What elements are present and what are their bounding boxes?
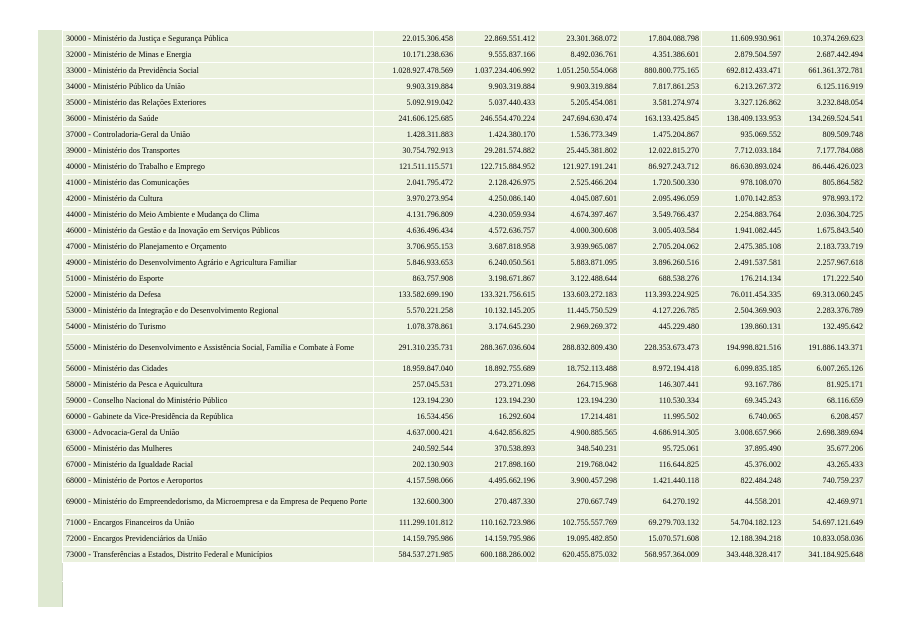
blank-cell [702, 563, 784, 582]
value-cell: 14.159.795.986 [456, 531, 538, 547]
value-cell: 11.609.930.961 [702, 31, 784, 47]
value-cell: 12.022.815.270 [620, 143, 702, 159]
organ-name-cell: 59000 - Conselho Nacional do Ministério Público [63, 393, 374, 409]
table-row [63, 531, 866, 547]
value-cell: 176.214.134 [702, 271, 784, 287]
value-cell: 3.122.488.644 [538, 271, 620, 287]
value-cell: 6.125.116.919 [784, 79, 866, 95]
table-row [63, 287, 866, 303]
value-cell: 113.393.224.925 [620, 287, 702, 303]
value-cell: 880.800.775.165 [620, 63, 702, 79]
organ-name-cell: 37000 - Controladoria-Geral da União [63, 127, 374, 143]
value-cell: 194.998.821.516 [702, 335, 784, 361]
value-cell: 4.351.386.601 [620, 47, 702, 63]
organ-name-cell: 35000 - Ministério das Relações Exteriores [63, 95, 374, 111]
value-cell: 688.538.276 [620, 271, 702, 287]
value-cell: 163.133.425.845 [620, 111, 702, 127]
value-cell: 202.130.903 [374, 457, 456, 473]
value-cell: 9.903.319.884 [538, 79, 620, 95]
table-row [63, 425, 866, 441]
value-cell: 3.232.848.054 [784, 95, 866, 111]
budget-table [62, 30, 866, 582]
organ-name-cell: 63000 - Advocacia-Geral da União [63, 425, 374, 441]
value-cell: 3.900.457.298 [538, 473, 620, 489]
blank-cell [784, 563, 866, 582]
value-cell: 121.927.191.241 [538, 159, 620, 175]
value-cell: 123.194.230 [456, 393, 538, 409]
value-cell: 3.005.403.584 [620, 223, 702, 239]
value-cell: 69.345.243 [702, 393, 784, 409]
blank-cell [374, 563, 456, 582]
table-row [63, 255, 866, 271]
value-cell: 978.993.172 [784, 191, 866, 207]
value-cell: 1.051.250.554.068 [538, 63, 620, 79]
value-cell: 64.270.192 [620, 489, 702, 515]
value-cell: 3.687.818.958 [456, 239, 538, 255]
value-cell: 122.715.884.952 [456, 159, 538, 175]
value-cell: 3.327.126.862 [702, 95, 784, 111]
value-cell: 9.555.837.166 [456, 47, 538, 63]
value-cell: 246.554.470.224 [456, 111, 538, 127]
value-cell: 17.214.481 [538, 409, 620, 425]
table-row [63, 393, 866, 409]
value-cell: 43.265.433 [784, 457, 866, 473]
value-cell: 1.078.378.861 [374, 319, 456, 335]
value-cell: 7.712.033.184 [702, 143, 784, 159]
value-cell: 4.127.226.785 [620, 303, 702, 319]
value-cell: 132.600.300 [374, 489, 456, 515]
value-cell: 2.491.537.581 [702, 255, 784, 271]
value-cell: 12.188.394.218 [702, 531, 784, 547]
value-cell: 2.254.883.764 [702, 207, 784, 223]
organ-name-cell: 72000 - Encargos Previdenciários da União [63, 531, 374, 547]
organ-name-cell: 36000 - Ministério da Saúde [63, 111, 374, 127]
value-cell: 805.864.582 [784, 175, 866, 191]
value-cell: 5.205.454.081 [538, 95, 620, 111]
value-cell: 123.194.230 [538, 393, 620, 409]
table-row [63, 515, 866, 531]
value-cell: 288.367.036.604 [456, 335, 538, 361]
value-cell: 1.941.082.445 [702, 223, 784, 239]
value-cell: 219.768.042 [538, 457, 620, 473]
value-cell: 3.198.671.867 [456, 271, 538, 287]
value-cell: 257.045.531 [374, 377, 456, 393]
blank-cell [63, 563, 374, 582]
organ-name-cell: 52000 - Ministério da Defesa [63, 287, 374, 303]
value-cell: 19.095.482.850 [538, 531, 620, 547]
value-cell: 116.644.825 [620, 457, 702, 473]
organ-name-cell: 69000 - Ministério do Empreendedorismo, da Microempresa e da Empresa de Pequeno Porte [63, 489, 374, 515]
organ-name-cell: 51000 - Ministério do Esporte [63, 271, 374, 287]
value-cell: 22.015.306.458 [374, 31, 456, 47]
organ-name-cell: 58000 - Ministério da Pesca e Aquicultura [63, 377, 374, 393]
organ-name-cell: 60000 - Gabinete da Vice-Presidência da República [63, 409, 374, 425]
value-cell: 69.279.703.132 [620, 515, 702, 531]
value-cell: 146.307.441 [620, 377, 702, 393]
value-cell: 217.898.160 [456, 457, 538, 473]
value-cell: 14.159.795.986 [374, 531, 456, 547]
value-cell: 81.925.171 [784, 377, 866, 393]
organ-name-cell: 32000 - Ministério de Minas e Energia [63, 47, 374, 63]
value-cell: 2.475.385.108 [702, 239, 784, 255]
value-cell: 3.008.657.966 [702, 425, 784, 441]
table-row [63, 441, 866, 457]
value-cell: 69.313.060.245 [784, 287, 866, 303]
value-cell: 6.007.265.126 [784, 361, 866, 377]
value-cell: 343.448.328.417 [702, 547, 784, 563]
value-cell: 29.281.574.882 [456, 143, 538, 159]
value-cell: 3.549.766.437 [620, 207, 702, 223]
value-cell: 7.177.784.088 [784, 143, 866, 159]
value-cell: 18.892.755.689 [456, 361, 538, 377]
value-cell: 4.000.300.608 [538, 223, 620, 239]
organ-name-cell: 30000 - Ministério da Justiça e Segurança Pública [63, 31, 374, 47]
value-cell: 6.208.457 [784, 409, 866, 425]
value-cell: 5.092.919.042 [374, 95, 456, 111]
value-cell: 1.070.142.853 [702, 191, 784, 207]
value-cell: 139.860.131 [702, 319, 784, 335]
value-cell: 5.883.871.095 [538, 255, 620, 271]
value-cell: 10.132.145.205 [456, 303, 538, 319]
value-cell: 4.636.496.434 [374, 223, 456, 239]
organ-name-cell: 53000 - Ministério da Integração e do Desenvolvimento Regional [63, 303, 374, 319]
value-cell: 8.972.194.418 [620, 361, 702, 377]
organ-name-cell: 71000 - Encargos Financeiros da União [63, 515, 374, 531]
value-cell: 18.752.113.488 [538, 361, 620, 377]
value-cell: 171.222.540 [784, 271, 866, 287]
value-cell: 93.167.786 [702, 377, 784, 393]
value-cell: 86.927.243.712 [620, 159, 702, 175]
organ-name-cell: 33000 - Ministério da Previdência Social [63, 63, 374, 79]
value-cell: 9.903.319.884 [374, 79, 456, 95]
value-cell: 1.028.927.478.569 [374, 63, 456, 79]
value-cell: 241.606.125.685 [374, 111, 456, 127]
value-cell: 568.957.364.009 [620, 547, 702, 563]
table-row [63, 111, 866, 127]
value-cell: 341.184.925.648 [784, 547, 866, 563]
value-cell: 4.900.885.565 [538, 425, 620, 441]
value-cell: 4.250.086.140 [456, 191, 538, 207]
table-row [63, 63, 866, 79]
value-cell: 270.487.330 [456, 489, 538, 515]
organ-name-cell: 47000 - Ministério do Planejamento e Orçamento [63, 239, 374, 255]
table-row [63, 223, 866, 239]
value-cell: 15.070.571.608 [620, 531, 702, 547]
table-row [63, 409, 866, 425]
value-cell: 370.538.893 [456, 441, 538, 457]
value-cell: 1.428.311.883 [374, 127, 456, 143]
value-cell: 54.704.182.123 [702, 515, 784, 531]
table-row [63, 127, 866, 143]
value-cell: 1.424.380.170 [456, 127, 538, 143]
value-cell: 133.603.272.183 [538, 287, 620, 303]
value-cell: 16.534.456 [374, 409, 456, 425]
organ-name-cell: 46000 - Ministério da Gestão e da Inovação em Serviços Públicos [63, 223, 374, 239]
value-cell: 1.475.204.867 [620, 127, 702, 143]
value-cell: 2.705.204.062 [620, 239, 702, 255]
organ-name-cell: 41000 - Ministério das Comunicações [63, 175, 374, 191]
value-cell: 44.558.201 [702, 489, 784, 515]
value-cell: 2.257.967.618 [784, 255, 866, 271]
value-cell: 6.213.267.372 [702, 79, 784, 95]
value-cell: 68.116.659 [784, 393, 866, 409]
blank-cell [456, 563, 538, 582]
value-cell: 4.157.598.066 [374, 473, 456, 489]
organ-name-cell: 39000 - Ministério dos Transportes [63, 143, 374, 159]
value-cell: 37.895.490 [702, 441, 784, 457]
value-cell: 264.715.968 [538, 377, 620, 393]
value-cell: 6.740.065 [702, 409, 784, 425]
value-cell: 9.903.319.884 [456, 79, 538, 95]
table-row [63, 47, 866, 63]
value-cell: 11.445.750.529 [538, 303, 620, 319]
organ-name-cell: 68000 - Ministério de Portos e Aeroportos [63, 473, 374, 489]
value-cell: 2.128.426.975 [456, 175, 538, 191]
table-row [63, 271, 866, 287]
value-cell: 35.677.206 [784, 441, 866, 457]
value-cell: 16.292.604 [456, 409, 538, 425]
value-cell: 138.409.133.953 [702, 111, 784, 127]
value-cell: 1.536.773.349 [538, 127, 620, 143]
table-row [63, 361, 866, 377]
value-cell: 5.037.440.433 [456, 95, 538, 111]
left-margin-band [38, 30, 63, 607]
value-cell: 4.674.397.467 [538, 207, 620, 223]
value-cell: 45.376.002 [702, 457, 784, 473]
value-cell: 23.301.368.072 [538, 31, 620, 47]
value-cell: 42.469.971 [784, 489, 866, 515]
value-cell: 935.069.552 [702, 127, 784, 143]
value-cell: 2.095.496.059 [620, 191, 702, 207]
organ-name-cell: 34000 - Ministério Público da União [63, 79, 374, 95]
value-cell: 863.757.908 [374, 271, 456, 287]
organ-name-cell: 54000 - Ministério do Turismo [63, 319, 374, 335]
value-cell: 228.353.673.473 [620, 335, 702, 361]
value-cell: 2.283.376.789 [784, 303, 866, 319]
blank-row [63, 563, 866, 582]
table-body [63, 31, 866, 582]
value-cell: 2.687.442.494 [784, 47, 866, 63]
table-row [63, 303, 866, 319]
value-cell: 2.698.389.694 [784, 425, 866, 441]
table-row [63, 95, 866, 111]
organ-name-cell: 44000 - Ministério do Meio Ambiente e Mudança do Clima [63, 207, 374, 223]
organ-name-cell: 55000 - Ministério do Desenvolvimento e Assistência Social, Família e Combate à Fome [63, 335, 374, 361]
value-cell: 288.832.809.430 [538, 335, 620, 361]
value-cell: 10.833.058.036 [784, 531, 866, 547]
value-cell: 6.240.050.561 [456, 255, 538, 271]
table-row [63, 159, 866, 175]
value-cell: 3.896.260.516 [620, 255, 702, 271]
table-row [63, 207, 866, 223]
table-row [63, 457, 866, 473]
organ-name-cell: 49000 - Ministério do Desenvolvimento Agrário e Agricultura Familiar [63, 255, 374, 271]
value-cell: 17.804.088.798 [620, 31, 702, 47]
value-cell: 11.995.502 [620, 409, 702, 425]
table-row [63, 143, 866, 159]
value-cell: 4.686.914.305 [620, 425, 702, 441]
value-cell: 809.509.748 [784, 127, 866, 143]
table-row [63, 31, 866, 47]
value-cell: 86.446.426.023 [784, 159, 866, 175]
value-cell: 3.970.273.954 [374, 191, 456, 207]
value-cell: 3.706.955.153 [374, 239, 456, 255]
value-cell: 111.299.101.812 [374, 515, 456, 531]
value-cell: 18.959.847.040 [374, 361, 456, 377]
organ-name-cell: 65000 - Ministério das Mulheres [63, 441, 374, 457]
budget-table-container [62, 30, 865, 582]
table-row [63, 473, 866, 489]
value-cell: 692.812.433.471 [702, 63, 784, 79]
organ-name-cell: 56000 - Ministério das Cidades [63, 361, 374, 377]
value-cell: 4.045.087.601 [538, 191, 620, 207]
value-cell: 4.230.059.934 [456, 207, 538, 223]
value-cell: 30.754.792.913 [374, 143, 456, 159]
value-cell: 1.720.500.330 [620, 175, 702, 191]
organ-name-cell: 73000 - Transferências a Estados, Distrito Federal e Municípios [63, 547, 374, 563]
value-cell: 600.188.286.002 [456, 547, 538, 563]
blank-cell [620, 563, 702, 582]
value-cell: 620.455.875.032 [538, 547, 620, 563]
value-cell: 740.759.237 [784, 473, 866, 489]
table-row [63, 239, 866, 255]
value-cell: 247.694.630.474 [538, 111, 620, 127]
value-cell: 133.582.699.190 [374, 287, 456, 303]
value-cell: 3.174.645.230 [456, 319, 538, 335]
value-cell: 822.484.248 [702, 473, 784, 489]
value-cell: 445.229.480 [620, 319, 702, 335]
value-cell: 133.321.756.615 [456, 287, 538, 303]
value-cell: 7.817.861.253 [620, 79, 702, 95]
table-row [63, 335, 866, 361]
value-cell: 4.495.662.196 [456, 473, 538, 489]
value-cell: 132.495.642 [784, 319, 866, 335]
value-cell: 661.361.372.781 [784, 63, 866, 79]
value-cell: 1.037.234.406.992 [456, 63, 538, 79]
value-cell: 4.131.796.809 [374, 207, 456, 223]
value-cell: 3.939.965.087 [538, 239, 620, 255]
value-cell: 6.099.835.185 [702, 361, 784, 377]
value-cell: 978.108.070 [702, 175, 784, 191]
value-cell: 4.572.636.757 [456, 223, 538, 239]
table-row [63, 489, 866, 515]
value-cell: 291.310.235.731 [374, 335, 456, 361]
value-cell: 2.525.466.204 [538, 175, 620, 191]
value-cell: 3.581.274.974 [620, 95, 702, 111]
value-cell: 54.697.121.649 [784, 515, 866, 531]
value-cell: 240.592.544 [374, 441, 456, 457]
table-row [63, 191, 866, 207]
table-row [63, 79, 866, 95]
value-cell: 2.041.795.472 [374, 175, 456, 191]
table-row [63, 175, 866, 191]
value-cell: 348.540.231 [538, 441, 620, 457]
value-cell: 102.755.557.769 [538, 515, 620, 531]
value-cell: 273.271.098 [456, 377, 538, 393]
value-cell: 584.537.271.985 [374, 547, 456, 563]
value-cell: 25.445.381.802 [538, 143, 620, 159]
value-cell: 270.667.749 [538, 489, 620, 515]
value-cell: 5.570.221.258 [374, 303, 456, 319]
value-cell: 191.886.143.371 [784, 335, 866, 361]
value-cell: 8.492.036.761 [538, 47, 620, 63]
value-cell: 2.036.304.725 [784, 207, 866, 223]
value-cell: 2.504.369.903 [702, 303, 784, 319]
value-cell: 2.183.733.719 [784, 239, 866, 255]
value-cell: 110.530.334 [620, 393, 702, 409]
value-cell: 22.869.551.412 [456, 31, 538, 47]
organ-name-cell: 42000 - Ministério da Cultura [63, 191, 374, 207]
value-cell: 2.879.504.597 [702, 47, 784, 63]
value-cell: 2.969.269.372 [538, 319, 620, 335]
organ-name-cell: 67000 - Ministério da Igualdade Racial [63, 457, 374, 473]
value-cell: 95.725.061 [620, 441, 702, 457]
blank-cell [538, 563, 620, 582]
value-cell: 4.642.856.825 [456, 425, 538, 441]
table-row [63, 377, 866, 393]
organ-name-cell: 40000 - Ministério do Trabalho e Emprego [63, 159, 374, 175]
value-cell: 86.630.893.024 [702, 159, 784, 175]
value-cell: 121.511.115.571 [374, 159, 456, 175]
value-cell: 4.637.000.421 [374, 425, 456, 441]
table-row [63, 319, 866, 335]
value-cell: 123.194.230 [374, 393, 456, 409]
value-cell: 5.846.933.653 [374, 255, 456, 271]
value-cell: 134.269.524.541 [784, 111, 866, 127]
table-row [63, 547, 866, 563]
value-cell: 10.374.269.623 [784, 31, 866, 47]
value-cell: 1.675.843.540 [784, 223, 866, 239]
value-cell: 110.162.723.986 [456, 515, 538, 531]
value-cell: 76.011.454.335 [702, 287, 784, 303]
value-cell: 1.421.440.118 [620, 473, 702, 489]
value-cell: 10.171.238.636 [374, 47, 456, 63]
